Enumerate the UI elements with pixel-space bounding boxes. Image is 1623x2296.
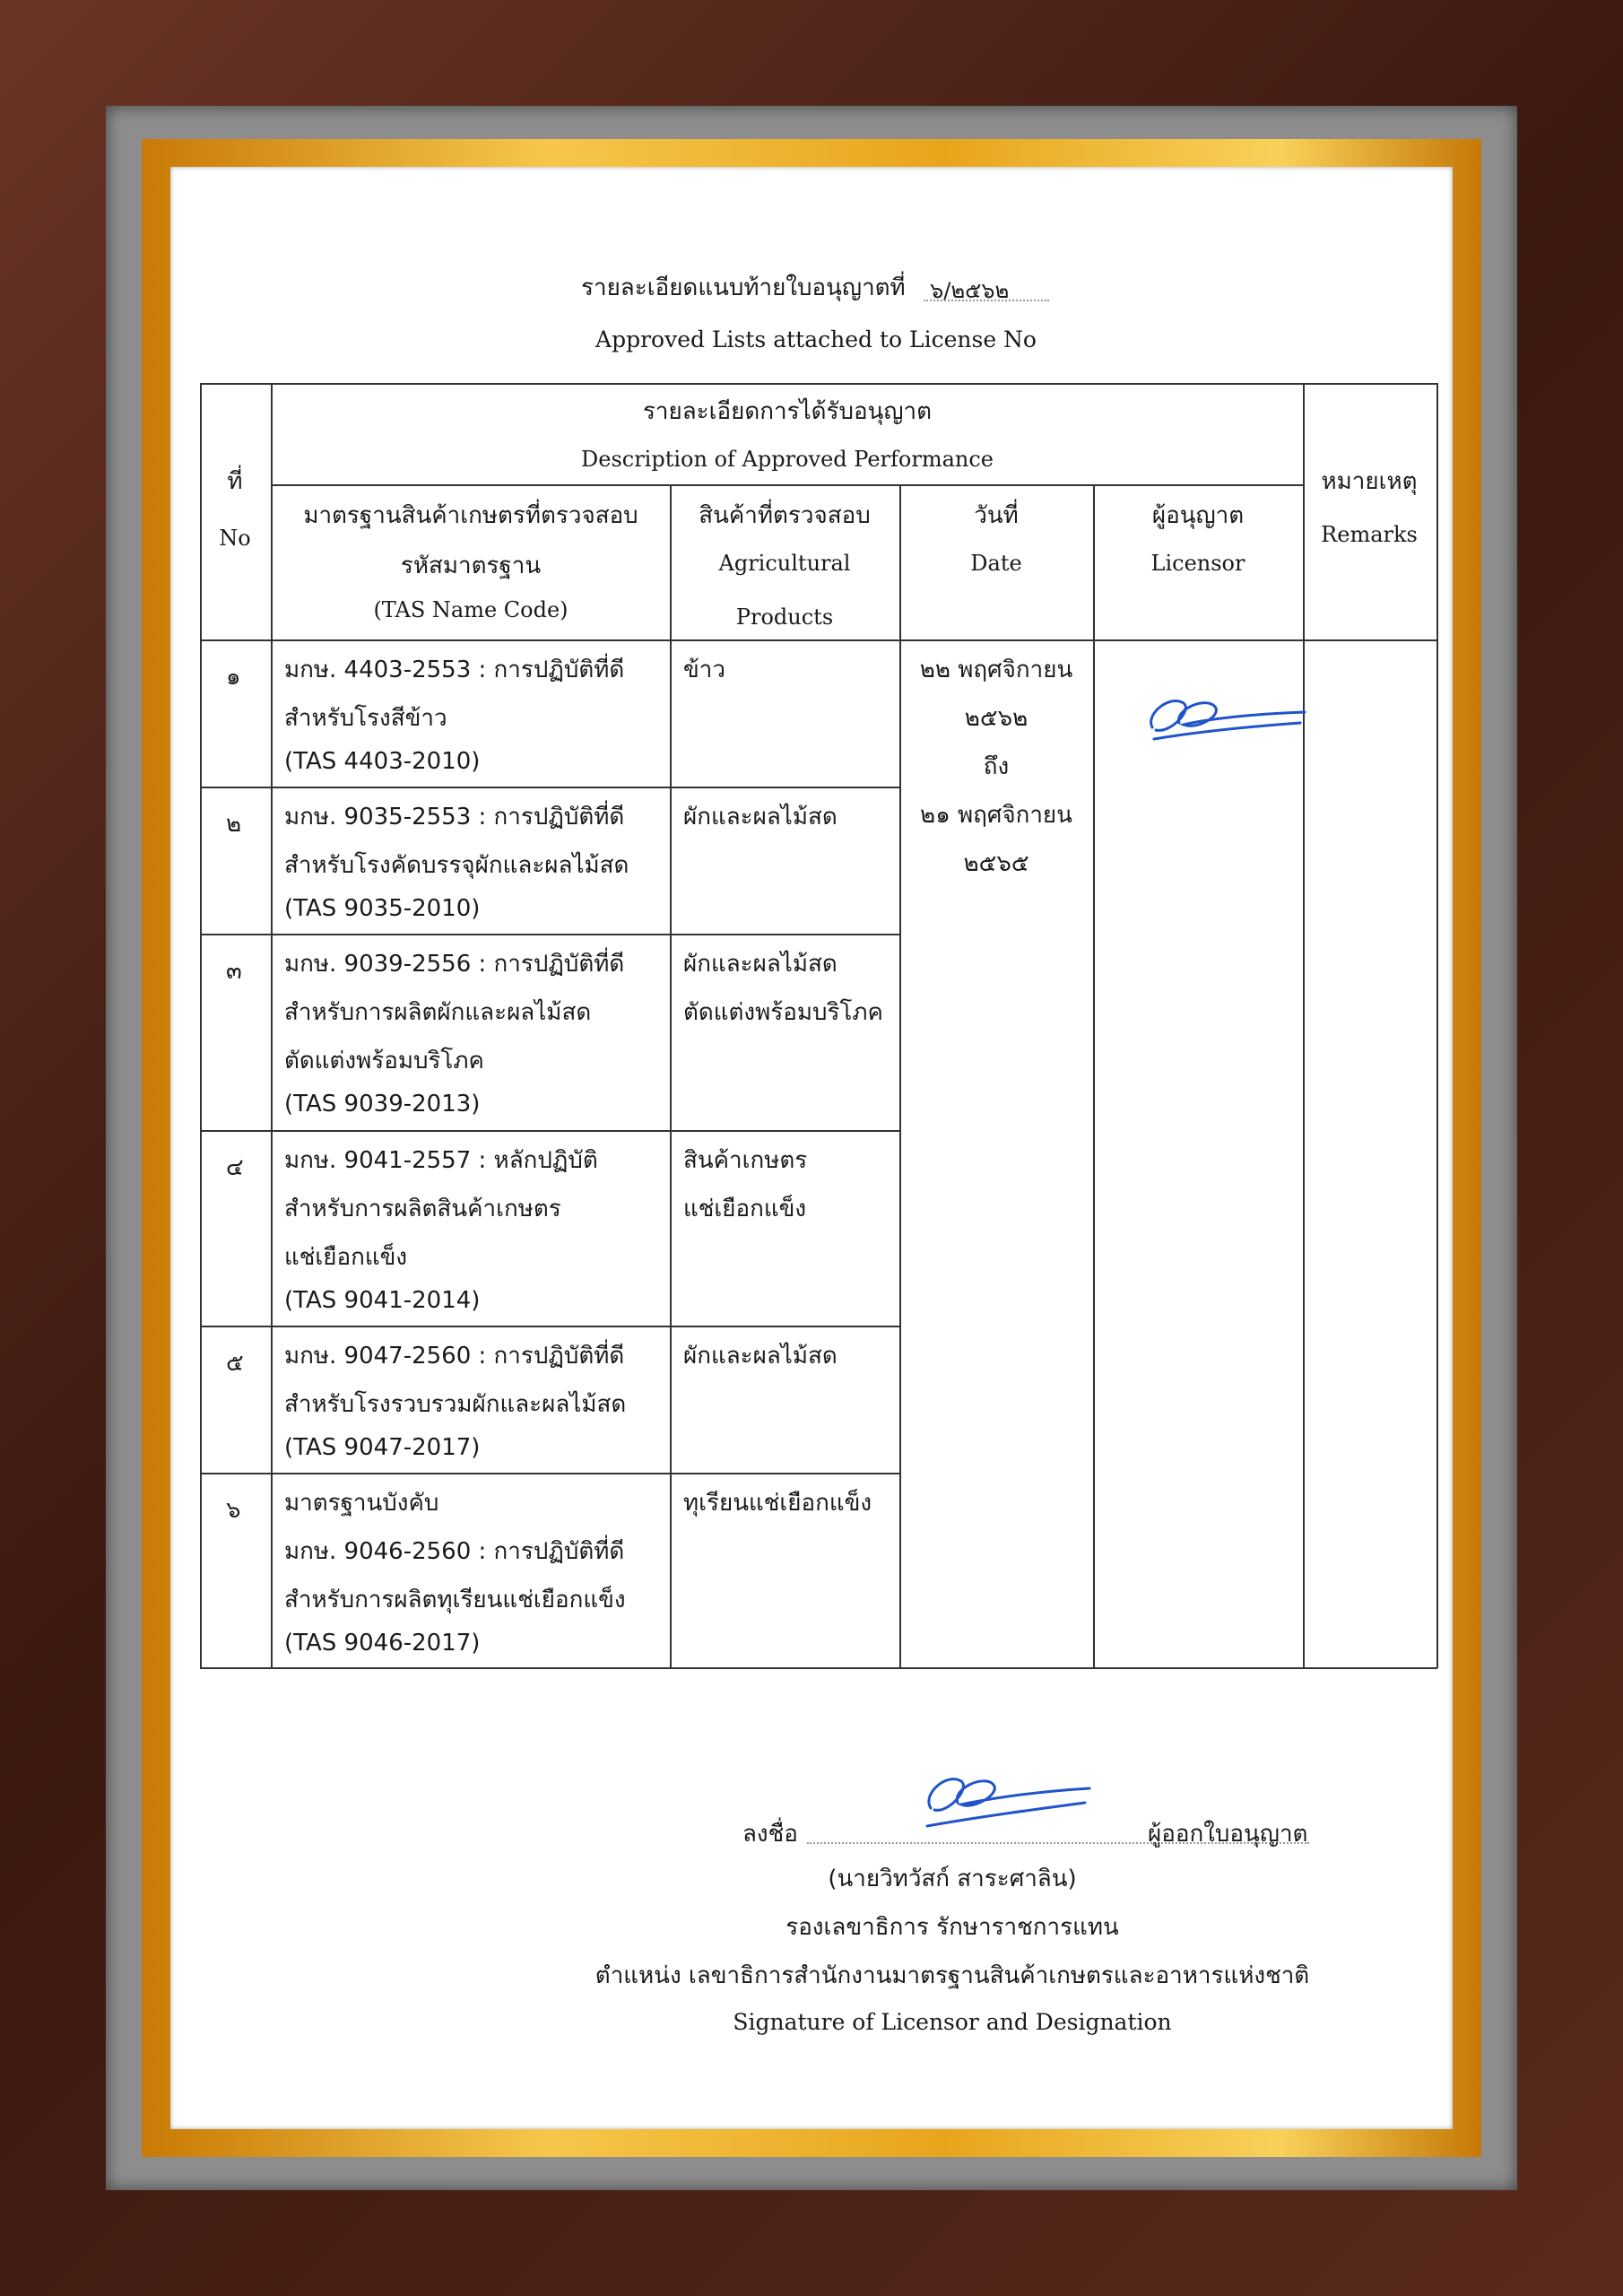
group-header-thai: รายละเอียดการได้รับอนุญาต (642, 398, 933, 425)
col-remarks-english: Remarks (1321, 522, 1418, 547)
row-4-std-line-3: แช่เยือกแข็ง (284, 1244, 408, 1271)
signature-caption: Signature of Licensor and Designation (733, 2009, 1172, 2035)
row-1-product: ข้าว (683, 657, 725, 683)
row-3-product-line-1: ผักและผลไม้สด (683, 951, 838, 978)
row-4-product-line-2: แช่เยือกแข็ง (683, 1196, 807, 1222)
row-1-std-line-2: สำหรับโรงสีข้าว (284, 705, 447, 732)
licensor-position-2: ตำแหน่ง เลขาธิการสำนักงานมาตรฐานสินค้าเกษตรและอาหารแห่งชาติ (595, 1962, 1310, 1989)
row-2-product: ผักและผลไม้สด (683, 804, 838, 831)
row-6-std-line-2: มกษ. 9046-2560 : การปฏิบัติที่ดี (284, 1538, 625, 1565)
row-6-product: ทุเรียนแช่เยือกแข็ง (683, 1490, 872, 1517)
col-product-thai: สินค้าที่ตรวจสอบ (699, 502, 871, 529)
row-1-no: ๑ (226, 664, 241, 691)
licensor-signature-table (1143, 687, 1309, 750)
col-no-english: No (219, 526, 251, 551)
row-4-std-line-2: สำหรับการผลิตสินค้าเกษตร (284, 1196, 561, 1222)
row-3-std-line-4: (TAS 9039-2013) (284, 1091, 481, 1118)
row-6-std-line-1: มาตรฐานบังคับ (284, 1490, 439, 1517)
row-1-std-line-3: (TAS 4403-2010) (284, 748, 481, 775)
row-2-no: ๒ (226, 811, 242, 838)
row-4-std-line-4: (TAS 9041-2014) (284, 1287, 481, 1314)
col-remarks-thai: หมายเหตุ (1321, 468, 1418, 495)
col-standard-thai-2: รหัสมาตรฐาน (400, 552, 542, 579)
group-header-english: Description of Approved Performance (581, 447, 994, 472)
row-3-std-line-2: สำหรับการผลิตผักและผลไม้สด (284, 999, 592, 1026)
row-5-std-line-1: มกษ. 9047-2560 : การปฏิบัติที่ดี (284, 1343, 625, 1370)
row-6-std-line-3: สำหรับการผลิตทุเรียนแช่เยือกแข็ง (284, 1587, 626, 1613)
title-english: Approved Lists attached to License No (595, 326, 1037, 352)
col-date-english: Date (970, 551, 1022, 576)
col-licensor-english: Licensor (1150, 551, 1245, 576)
col-standard-english: (TAS Name Code) (373, 597, 568, 622)
row-6-no: ๖ (226, 1497, 241, 1524)
date-line-3: ถึง (983, 753, 1010, 780)
row-4-std-line-1: มกษ. 9041-2557 : หลักปฏิบัติ (284, 1147, 598, 1174)
row-3-no: ๓ (226, 958, 242, 985)
row-2-std-line-3: (TAS 9035-2010) (284, 895, 481, 922)
col-date-thai: วันที่ (974, 502, 1019, 529)
col-standard-thai-1: มาตรฐานสินค้าเกษตรที่ตรวจสอบ (303, 502, 638, 529)
sign-label: ลงชื่อ (742, 1821, 798, 1848)
row-5-std-line-3: (TAS 9047-2017) (284, 1434, 481, 1461)
row-3-product-line-2: ตัดแต่งพร้อมบริโภค (683, 999, 883, 1026)
licensor-position-1: รองเลขาธิการ รักษาราชการแทน (785, 1914, 1119, 1941)
issuer-label: ผู้ออกใบอนุญาต (1148, 1821, 1308, 1848)
col-no-thai: ที่ (227, 468, 243, 495)
document-page (170, 167, 1453, 2129)
col-product-english-2: Products (735, 604, 834, 630)
row-5-std-line-2: สำหรับโรงรวบรวมผักและผลไม้สด (284, 1391, 627, 1418)
date-line-4: ๒๑ พฤศจิกายน (920, 802, 1072, 829)
licensor-name: (นายวิทวัสก์ สาระศาลิน) (828, 1866, 1077, 1892)
licensor-signature (915, 1763, 1094, 1835)
col-product-english-1: Agricultural (718, 551, 851, 576)
row-4-product-line-1: สินค้าเกษตร (683, 1147, 808, 1174)
date-line-1: ๒๒ พฤศจิกายน (919, 657, 1073, 683)
row-4-no: ๔ (226, 1154, 244, 1181)
row-2-std-line-1: มกษ. 9035-2553 : การปฏิบัติที่ดี (284, 804, 625, 831)
row-2-std-line-2: สำหรับโรงคัดบรรจุผักและผลไม้สด (284, 852, 629, 879)
date-line-5: ๒๕๖๕ (963, 850, 1029, 877)
row-5-product: ผักและผลไม้สด (683, 1343, 838, 1370)
row-6-std-line-4: (TAS 9046-2017) (284, 1630, 481, 1657)
title-thai: รายละเอียดแนบท้ายใบอนุญาตที่ (581, 274, 906, 301)
license-number: ๖/๒๕๖๒ (930, 278, 1010, 303)
date-line-2: ๒๕๖๒ (964, 705, 1028, 732)
row-3-std-line-1: มกษ. 9039-2556 : การปฏิบัติที่ดี (284, 951, 625, 978)
row-5-no: ๕ (226, 1350, 244, 1377)
license-dotted-line (924, 300, 1049, 301)
row-3-std-line-3: ตัดแต่งพร้อมบริโภค (284, 1048, 484, 1074)
row-1-std-line-1: มกษ. 4403-2553 : การปฏิบัติที่ดี (284, 657, 625, 683)
col-licensor-thai: ผู้อนุญาต (1151, 502, 1245, 529)
